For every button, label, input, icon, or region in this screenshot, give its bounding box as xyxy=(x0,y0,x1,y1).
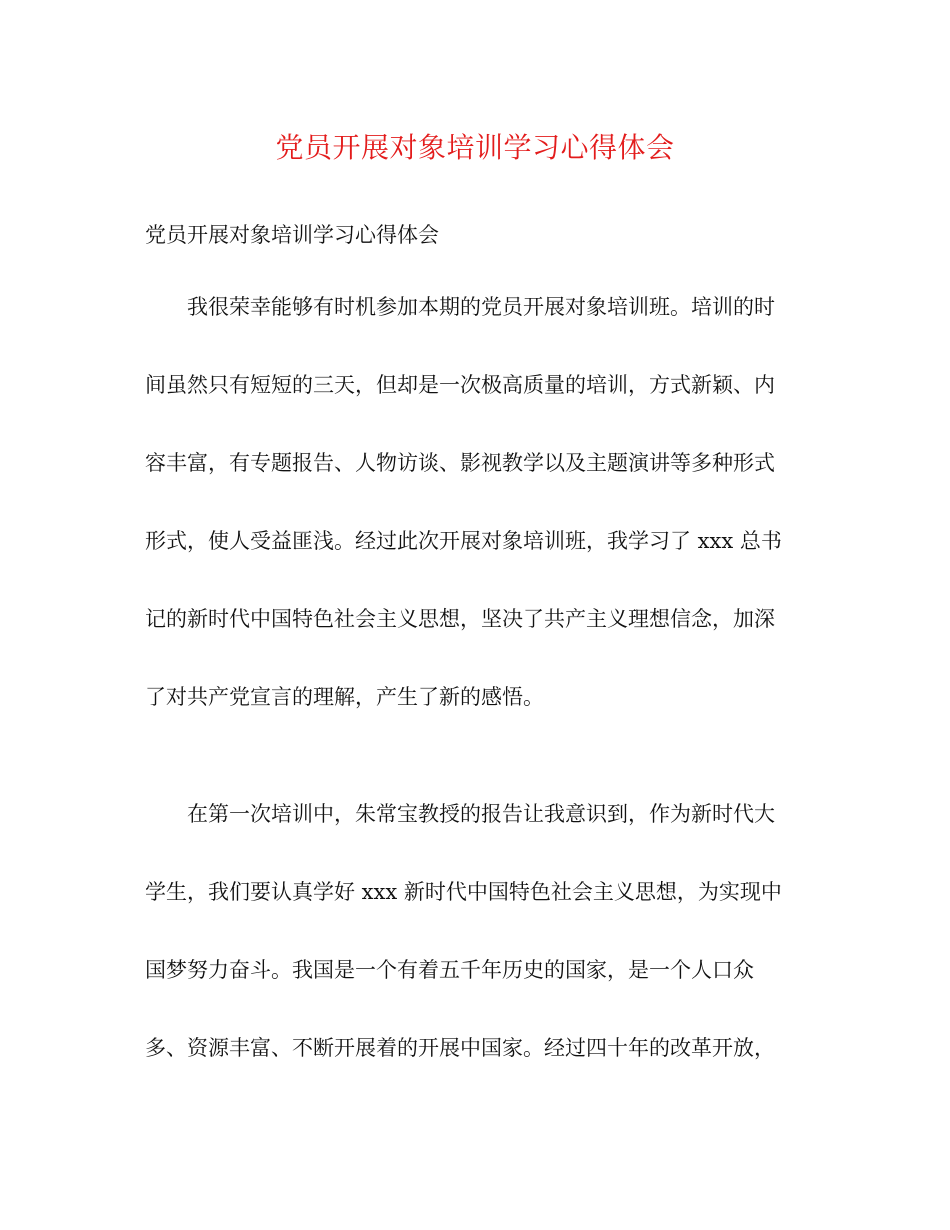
paragraph-line: 学生，我们要认真学好 xxx 新时代中国特色社会主义思想，为实现中 xyxy=(145,880,782,904)
paragraph-2 xyxy=(145,797,805,1109)
paragraph-line: 间虽然只有短短的三天，但却是一次极高质量的培训，方式新颖、内 xyxy=(145,373,775,397)
paragraph-line: 在第一次培训中，朱常宝教授的报告让我意识到，作为新时代大 xyxy=(187,802,775,826)
paragraph-line: 了对共产党宣言的理解，产生了新的感悟。 xyxy=(145,685,544,709)
document-title: 党员开展对象培训学习心得体会 xyxy=(275,131,675,164)
paragraph-line: 我很荣幸能够有时机参加本期的党员开展对象培训班。培训的时 xyxy=(187,295,775,319)
paragraph-line: 容丰富，有专题报告、人物访谈、影视教学以及主题演讲等多种形式 xyxy=(145,451,775,475)
paragraph-line: 多、资源丰富、不断开展着的开展中国家。经过四十年的改革开放， xyxy=(145,1036,775,1060)
document-subtitle: 党员开展对象培训学习心得体会 xyxy=(145,223,439,247)
paragraph-line: 记的新时代中国特色社会主义思想，坚决了共产主义理想信念，加深 xyxy=(145,607,775,631)
paragraph-1 xyxy=(145,290,805,758)
paragraph-line: 国梦努力奋斗。我国是一个有着五千年历史的国家，是一个人口众 xyxy=(145,958,754,982)
paragraph-line: 形式，使人受益匪浅。经过此次开展对象培训班，我学习了 xxx 总书 xyxy=(145,529,782,553)
